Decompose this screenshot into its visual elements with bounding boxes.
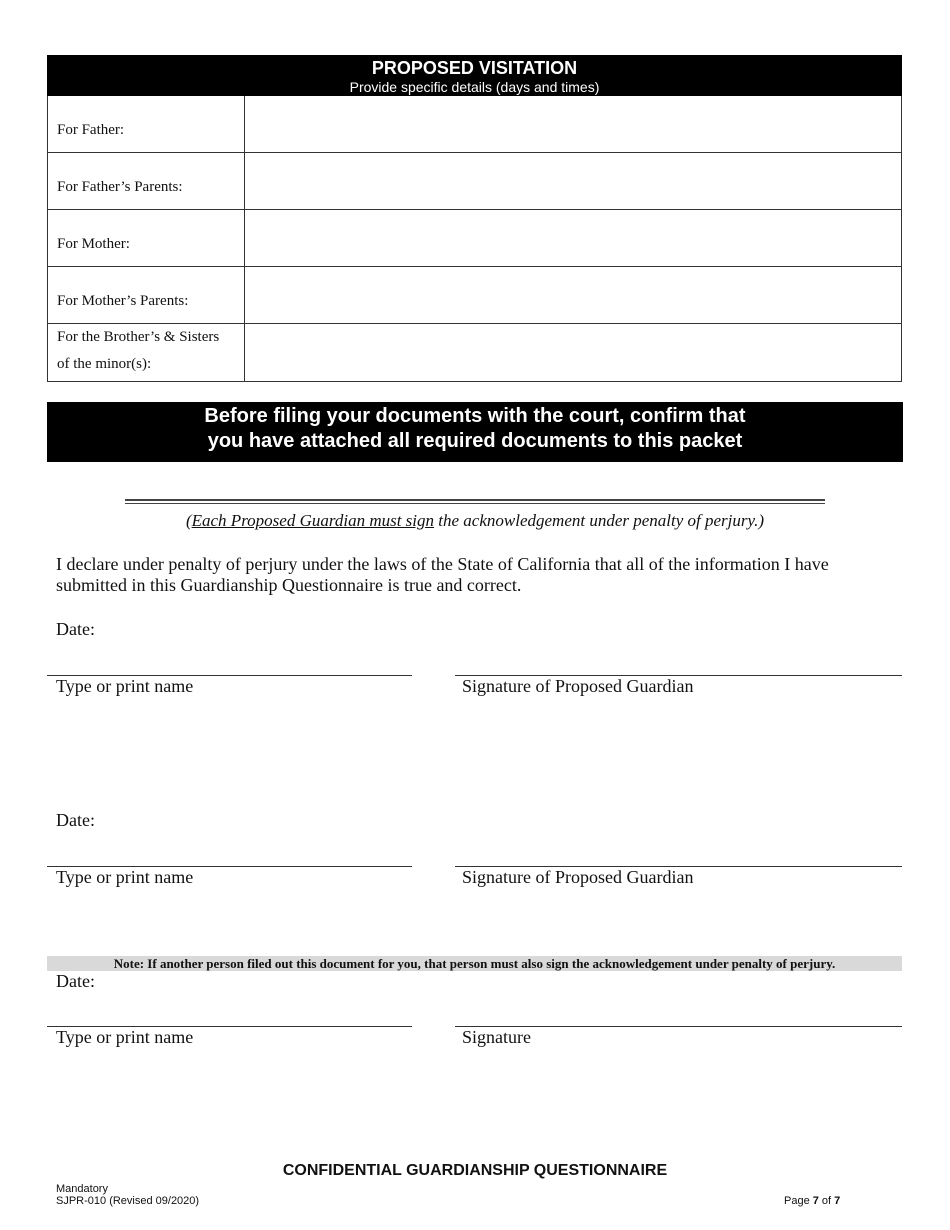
footer-mandatory: Mandatory — [56, 1183, 108, 1195]
visitation-row-siblings — [48, 324, 901, 381]
ack-underlined: Each Proposed Guardian must sign — [191, 511, 435, 530]
declaration-text: I declare under penalty of perjury under the laws of the State of California that all of the information I have submitted in this Guardianship Questionnaire is true and correct. — [56, 554, 829, 595]
father-visitation-field[interactable] — [245, 96, 901, 152]
row-label-line1: For the Brother’s & Sisters — [57, 329, 220, 345]
name-label: Type or print name — [56, 867, 194, 887]
visitation-title: PROPOSED VISITATION — [371, 58, 578, 78]
acknowledgement-instruction — [47, 511, 903, 531]
banner-line2: you have attached all required documents to this packet — [207, 430, 743, 452]
row-label: For Father’s Parents: — [48, 153, 245, 209]
fathers-parents-visitation-field[interactable] — [245, 153, 901, 209]
visitation-row-mother — [48, 210, 901, 267]
visitation-row-fathers-parents — [48, 153, 901, 210]
row-label — [48, 324, 245, 381]
visitation-header — [47, 55, 902, 96]
filing-reminder-banner — [47, 402, 903, 462]
page-prefix: Page — [784, 1195, 813, 1207]
date-label: Date: — [56, 971, 95, 991]
row-label: For Father: — [48, 96, 245, 152]
page-current: 7 — [812, 1195, 819, 1207]
footer-form-info — [56, 1183, 199, 1207]
siblings-visitation-field[interactable] — [245, 324, 901, 381]
name-label: Type or print name — [56, 1027, 194, 1047]
mothers-parents-visitation-field[interactable] — [245, 267, 901, 323]
footer-title: CONFIDENTIAL GUARDIANSHIP QUESTIONNAIRE — [282, 1162, 668, 1179]
mother-visitation-field[interactable] — [245, 210, 901, 266]
ack-rest: the acknowledgement under penalty of perjury.) — [434, 511, 765, 530]
page-of: of — [818, 1195, 835, 1207]
visitation-row-mothers-parents — [48, 267, 901, 324]
date-label: Date: — [56, 619, 95, 639]
ack-open-paren: ( — [185, 511, 192, 530]
visitation-subtitle: Provide specific details (days and times) — [349, 79, 600, 95]
divider — [125, 499, 825, 504]
page-number — [784, 1195, 840, 1207]
name-label: Type or print name — [56, 676, 194, 696]
signature-label: Signature — [462, 1027, 531, 1047]
row-label: For Mother’s Parents: — [48, 267, 245, 323]
footer-form-id: SJPR-010 (Revised 09/2020) — [56, 1195, 200, 1207]
banner-line1: Before filing your documents with the court, confirm that — [204, 405, 746, 427]
row-label-line2: of the minor(s): — [57, 356, 152, 372]
visitation-row-father — [48, 96, 901, 153]
signature-label: Signature of Proposed Guardian — [462, 676, 694, 696]
note-banner: Note: If another person filed out this document for you, that person must also sign the acknowledgement under penalty of perjury. — [47, 956, 902, 971]
signature-label: Signature of Proposed Guardian — [462, 867, 694, 887]
date-label: Date: — [56, 810, 95, 830]
page-total: 7 — [834, 1195, 841, 1207]
visitation-table — [47, 96, 902, 382]
row-label: For Mother: — [48, 210, 245, 266]
